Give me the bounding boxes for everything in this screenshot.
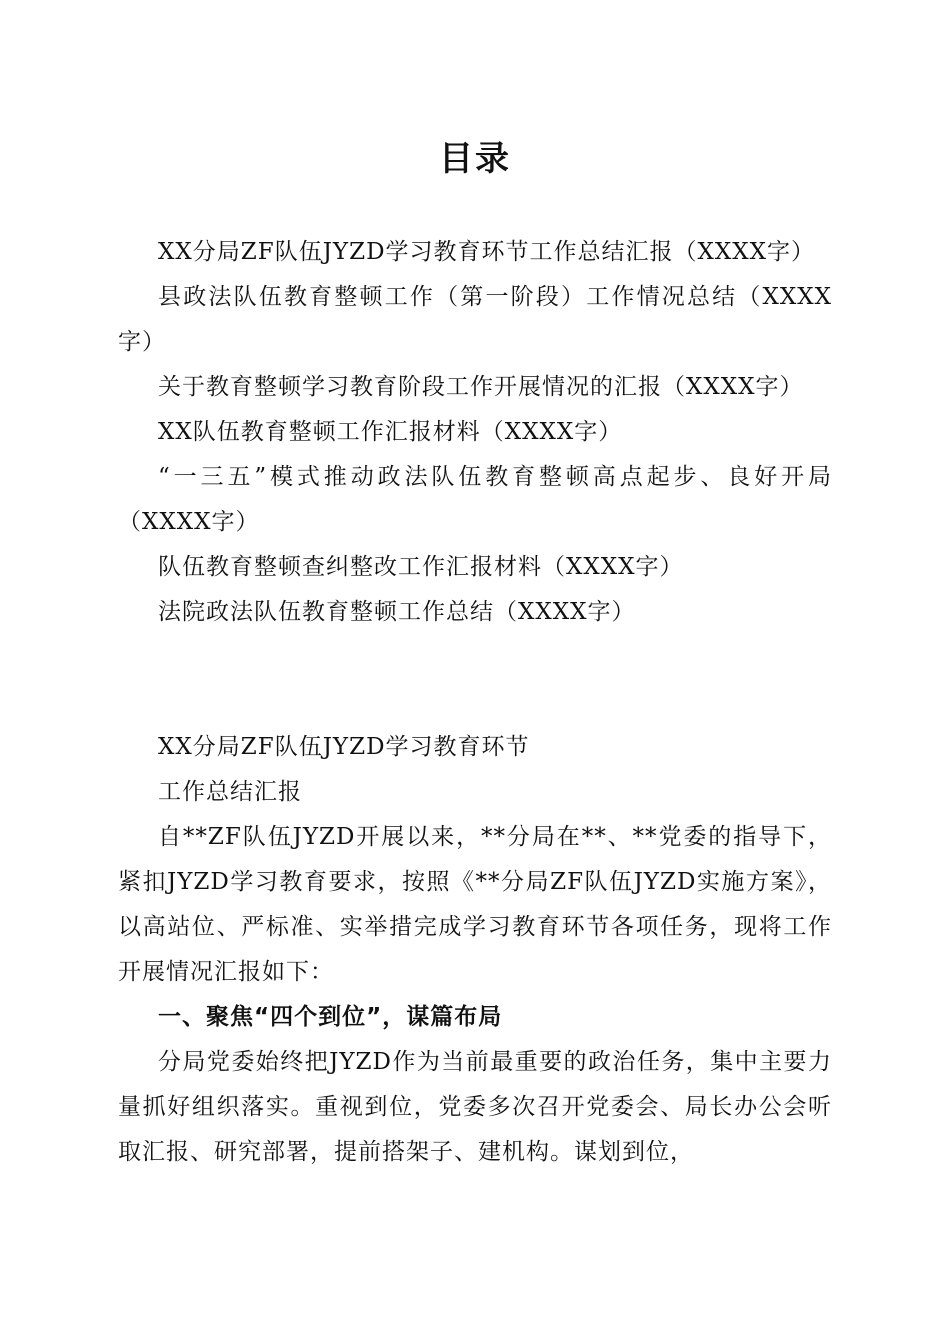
table-of-contents [118, 230, 832, 635]
toc-entry-4[interactable]: XX队伍教育整顿工作汇报材料（XXXX字） [158, 419, 623, 445]
intro-paragraph: 自**ZF队伍JYZD开展以来，**分局在**、**党委的指导下，紧扣JYZD学习教育要求，按照《**分局ZF队伍JYZD实施方案》，以高站位、严标准、实举措完成学习教育环节各项任务，现将工作开展情况汇报如下： [118, 824, 832, 985]
section-1-heading: 一、聚焦“四个到位”，谋篇布局 [158, 1004, 503, 1030]
article-title-line-2: 工作总结汇报 [158, 779, 302, 805]
toc-entry-2[interactable]: 县政法队伍教育整顿工作（第一阶段）工作情况总结（XXXX字） [118, 284, 832, 355]
article-body [118, 725, 832, 1175]
section-1-paragraph: 分局党委始终把JYZD作为当前最重要的政治任务，集中主要力量抓好组织落实。重视到位，党委多次召开党委会、局长办公会听取汇报、研究部署，提前搭架子、建机构。谋划到位， [118, 1049, 832, 1165]
toc-entry-7[interactable]: 法院政法队伍教育整顿工作总结（XXXX字） [158, 599, 636, 625]
document-title: 目录 [439, 139, 511, 179]
toc-entry-6[interactable]: 队伍教育整顿查纠整改工作汇报材料（XXXX字） [158, 554, 684, 580]
toc-entry-5[interactable]: “一三五”模式推动政法队伍教育整顿高点起步、良好开局（XXXX字） [118, 464, 832, 535]
article-title-line-1: XX分局ZF队伍JYZD学习教育环节 [158, 734, 530, 760]
toc-entry-3[interactable]: 关于教育整顿学习教育阶段工作开展情况的汇报（XXXX字） [158, 374, 804, 400]
toc-entry-1[interactable]: XX分局ZF队伍JYZD学习教育环节工作总结汇报（XXXX字） [158, 239, 816, 265]
